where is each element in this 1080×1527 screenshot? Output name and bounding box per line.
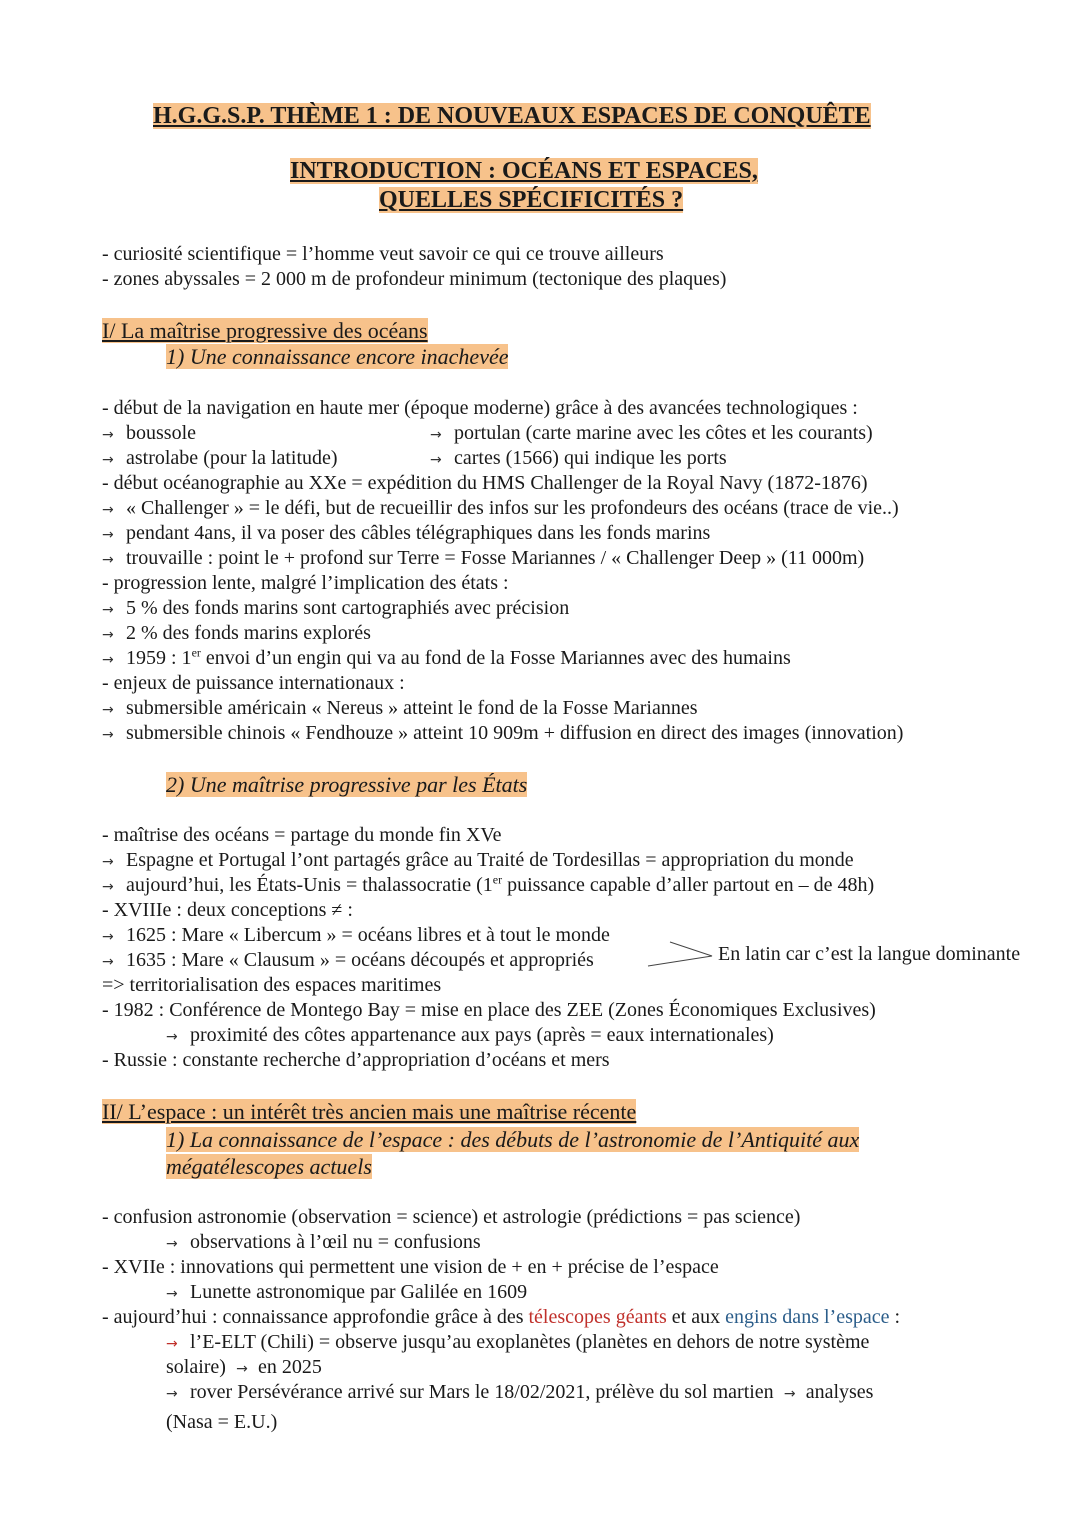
text-line: - Russie : constante recherche d’appropriation d’océans et mers	[102, 1049, 610, 1071]
text-line: → proximité des côtes appartenance aux pays (après = eaux internationales)	[166, 1023, 774, 1050]
margin-note: En latin car c’est la langue dominante	[718, 943, 1021, 965]
text-line: → aujourd’hui, les États-Unis = thalassocratie (1er puissance capable d’aller partout en – de 48h)	[102, 873, 874, 900]
arrow-icon: →	[102, 954, 114, 970]
text-line: - début de la navigation en haute mer (époque moderne) grâce à des avancées technologiques :	[102, 397, 858, 419]
arrow-icon: →	[102, 527, 114, 543]
text-line: → pendant 4ans, il va poser des câbles télégraphiques dans les fonds marins	[102, 521, 710, 548]
text-line: → submersible américain « Nereus » atteint le fond de la Fosse Mariannes	[102, 696, 698, 723]
text-line: - maîtrise des océans = partage du monde fin XVe	[102, 824, 502, 846]
text-line: → « Challenger » = le défi, but de recueillir des infos sur les profondeurs des océans (trace de vie..)	[102, 496, 899, 523]
text-line: → 1625 : Mare « Libercum » = océans libres et à tout le monde	[102, 923, 610, 950]
text-line: → 2 % des fonds marins explorés	[102, 621, 371, 648]
arrow-icon: →	[102, 627, 114, 643]
subsection-title-2-1-line1: 1) La connaissance de l’espace : des débuts de l’astronomie de l’Antiquité aux	[166, 1127, 860, 1152]
subsection-title-2-1-line2: mégatélescopes actuels	[166, 1154, 372, 1179]
text-line: - début océanographie au XXe = expédition du HMS Challenger de la Royal Navy (1872-1876)	[102, 472, 868, 494]
intro-title-line2: QUELLES SPÉCIFICITÉS ?	[379, 187, 684, 213]
text-line: → submersible chinois « Fendhouze » atteint 10 909m + diffusion en direct des images (innovation)	[102, 721, 903, 748]
subsection-title-1-2: 2) Une maîtrise progressive par les États	[166, 772, 528, 797]
text-line: → astrolabe (pour la latitude) → cartes (1566) qui indique les ports	[102, 446, 1002, 473]
arrow-icon: →	[102, 502, 114, 518]
text-line: - 1982 : Conférence de Montego Bay = mise en place des ZEE (Zones Économiques Exclusives)	[102, 999, 876, 1021]
text-line: → l’E-ELT (Chili) = observe jusqu’au exoplanètes (planètes en dehors de notre système	[166, 1330, 869, 1357]
subsection-title-1-1: 1) Une connaissance encore inachevée	[166, 344, 509, 369]
text-line: → observations à l’œil nu = confusions	[166, 1230, 481, 1257]
arrow-icon: →	[102, 702, 114, 718]
arrow-icon: →	[102, 854, 114, 870]
arrow-icon: →	[102, 727, 114, 743]
intro-line: - zones abyssales = 2 000 m de profondeur minimum (tectonique des plaques)	[102, 268, 727, 290]
text-line: - enjeux de puissance internationaux :	[102, 672, 405, 694]
arrow-icon: →	[430, 427, 442, 443]
bracket-connector-icon	[640, 932, 716, 972]
arrow-icon: →	[166, 1386, 178, 1402]
arrow-icon: →	[102, 427, 114, 443]
intro-title-line1: INTRODUCTION : OCÉANS ET ESPACES,	[290, 158, 758, 184]
arrow-icon: →	[102, 452, 114, 468]
text-line: - XVIIIe : deux conceptions ≠ :	[102, 899, 353, 921]
arrow-icon: →	[166, 1236, 178, 1252]
text-line: → Lunette astronomique par Galilée en 1609	[166, 1280, 527, 1307]
arrow-icon: →	[102, 602, 114, 618]
arrow-icon: →	[166, 1029, 178, 1045]
text-line: → 1959 : 1er envoi d’un engin qui va au fond de la Fosse Mariannes avec des humains	[102, 646, 791, 673]
section-title-1: I/ La maîtrise progressive des océans	[102, 318, 428, 343]
arrow-icon: →	[430, 452, 442, 468]
highlight-red-text: télescopes géants	[528, 1306, 667, 1328]
arrow-icon: →	[236, 1361, 248, 1377]
text-line: → 1635 : Mare « Clausum » = océans découpés et appropriés	[102, 948, 594, 975]
intro-line: - curiosité scientifique = l’homme veut savoir ce qui ce trouve ailleurs	[102, 243, 664, 265]
arrow-icon: →	[102, 929, 114, 945]
text-line: - aujourd’hui : connaissance approfondie grâce à des télescopes géants et aux engins dans l’espace :	[102, 1306, 901, 1328]
text-line: => territorialisation des espaces maritimes	[102, 974, 442, 996]
arrow-icon: →	[783, 1386, 796, 1402]
text-line: → boussole → portulan (carte marine avec les côtes et les courants)	[102, 421, 1002, 448]
text-line: → 5 % des fonds marins sont cartographiés avec précision	[102, 596, 569, 623]
text-line: - XVIIe : innovations qui permettent une vision de + en + précise de l’espace	[102, 1256, 719, 1278]
text-line: - confusion astronomie (observation = science) et astrologie (prédictions = pas science)	[102, 1206, 801, 1228]
arrow-icon: →	[102, 652, 114, 668]
arrow-icon: →	[102, 879, 114, 895]
arrow-icon: →	[166, 1286, 178, 1302]
text-line: → Espagne et Portugal l’ont partagés grâce au Traité de Tordesillas = appropriation du monde	[102, 848, 854, 875]
arrow-icon: →	[102, 552, 114, 568]
text-line: solaire) → en 2025	[166, 1355, 322, 1382]
highlight-blue-text: engins dans l’espace	[725, 1306, 890, 1328]
text-line: → rover Persévérance arrivé sur Mars le 18/02/2021, prélève du sol martien → analyses	[166, 1380, 873, 1407]
document-title: H.G.G.S.P. THÈME 1 : DE NOUVEAUX ESPACES DE CONQUÊTE	[153, 103, 871, 129]
text-line: (Nasa = E.U.)	[166, 1411, 278, 1433]
text-line: → trouvaille : point le + profond sur Terre = Fosse Mariannes / « Challenger Deep » (11 000m)	[102, 546, 864, 573]
text-line: - progression lente, malgré l’implication des états :	[102, 572, 509, 594]
section-title-2: II/ L’espace : un intérêt très ancien mais une maîtrise récente	[102, 1099, 637, 1124]
arrow-icon: →	[166, 1336, 178, 1352]
